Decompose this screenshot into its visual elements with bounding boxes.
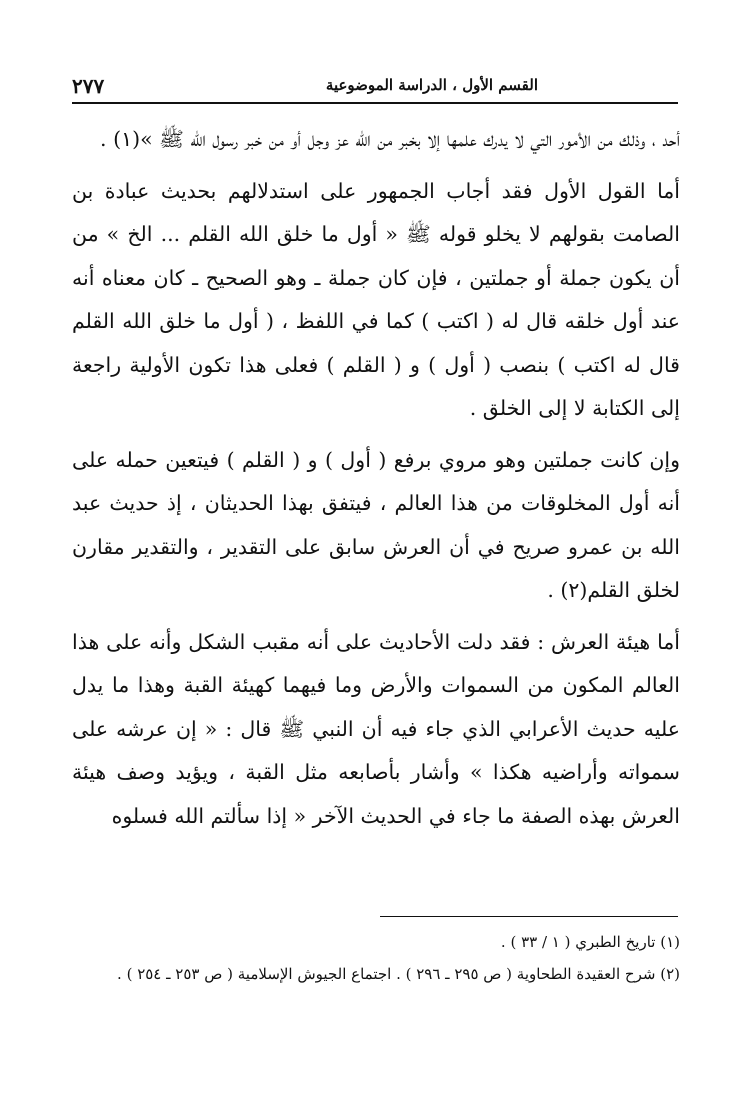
page-number: ٢٧٧ (72, 74, 105, 98)
paragraph-4: أما هيئة العرش : فقد دلت الأحاديث على أنه مقبب الشكل وأنه على هذا العالم المكون من السموات والأرض وما فيهما كهيئة القبة وهذا ما يدل عليه حديث الأعرابي الذي جاء فيه أن النبي ﷺ قال : « إن عرشه على سمواته وأراضيه هكذا » وأشار بأصابعه مثل القبة ، ويؤيد وصف هيئة العرش بهذه الصفة ما جاء في الحديث الآخر « إذا سألتم الله فسلوه (72, 629, 680, 828)
paragraph-3: وإن كانت جملتين وهو مروي برفع ( أول ) و ( القلم ) فيتعين حمله على أنه أول المخلوقات من هذا العالم ، فيتفق بهذا الحديثان ، إذ حديث عبد الله بن عمرو صريح في أن العرش سابق على التقدير ، والتقدير مقارن لخلق القلم(٢) . (72, 447, 680, 602)
footnote-2: (٢) شرح العقيدة الطحاوية ( ص ٢٩٥ ـ ٢٩٦ ) . اجتماع الجيوش الإسلامية ( ص ٢٥٣ ـ ٢٥٤ ) . (117, 965, 680, 983)
footnote-divider (380, 916, 678, 917)
footnotes (72, 926, 680, 990)
header-divider (72, 102, 678, 104)
header-title: القسم الأول ، الدراسة الموضوعية (325, 76, 538, 94)
paragraph-1: أحد ، وذلك من الأمور التي لا يدرك علمها إلا بخبر من الله عز وجل أو من خبر رسول الله ﷺ »(١) . (100, 127, 680, 151)
running-header (72, 74, 678, 100)
footnote-1: (١) تاريخ الطبري ( ١ / ٣٣ ) . (500, 933, 680, 951)
main-text (72, 118, 680, 838)
paragraph-2: أما القول الأول فقد أجاب الجمهور على استدلالهم بحديث عبادة بن الصامت بقولهم لا يخلو قوله ﷺ « أول ما خلق الله القلم ... الخ » من أن يكون جملة أو جملتين ، فإن كان جملة ـ وهو الصحيح ـ كان معناه أنه عند أول خلقه قال له ( اكتب ) كما في اللفظ ، ( أول ما خلق الله القلم قال له اكتب ) بنصب ( أول ) و ( القلم ) فعلى هذا تكون الأولية راجعة إلى الكتابة لا إلى الخلق . (72, 178, 680, 420)
